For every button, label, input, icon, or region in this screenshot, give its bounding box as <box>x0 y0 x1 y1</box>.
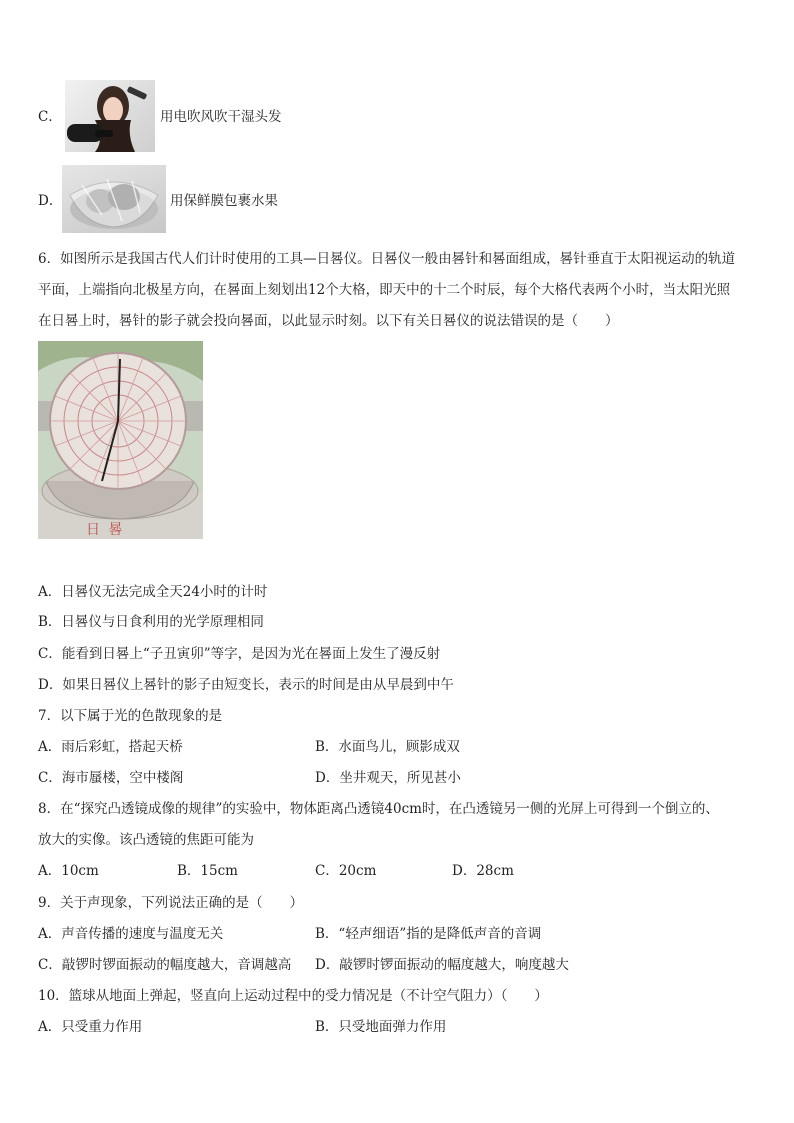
option-c-label: C． <box>38 109 62 125</box>
q8-option-d: D．28cm <box>452 863 514 879</box>
q6-option-c: C．能看到日晷上“子丑寅卯”等字，是因为光在晷面上发生了漫反射 <box>38 646 441 662</box>
q6-stem-line-2: 平面，上端指向北极星方向，在晷面上刻划出12个大格，即天中的十二个时辰，每个大格代表两个小时，当太阳光照 <box>38 282 731 298</box>
q9-option-a: A．声音传播的速度与温度无关 <box>38 926 224 942</box>
option-d-caption: 用保鲜膜包裹水果 <box>170 193 278 209</box>
q10-option-b: B．只受地面弹力作用 <box>315 1019 447 1035</box>
q8-stem-line-1: 8．在“探究凸透镜成像的规律”的实验中，物体距离凸透镜40cm时，在凸透镜另一侧的光屏上可得到一个倒立的、 <box>38 801 719 817</box>
sundial-caption: 日 晷 <box>86 522 125 538</box>
q8-stem-line-2: 放大的实像。该凸透镜的焦距可能为 <box>38 832 254 848</box>
hair-dryer-photo <box>65 80 155 152</box>
option-d-label: D． <box>38 193 63 209</box>
q8-option-c: C．20cm <box>315 863 377 879</box>
option-c-caption: 用电吹风吹干湿头发 <box>160 109 282 125</box>
q6-option-d: D．如果日晷仪上晷针的影子由短变长，表示的时间是由从早晨到中午 <box>38 677 454 693</box>
q9-stem: 9．关于声现象，下列说法正确的是（ ） <box>38 895 304 911</box>
q9-option-b: B．“轻声细语”指的是降低声音的音调 <box>315 926 542 942</box>
q6-option-b: B．日晷仪与日食利用的光学原理相同 <box>38 614 264 630</box>
q7-stem: 7．以下属于光的色散现象的是 <box>38 708 223 724</box>
q6-stem-line-3: 在日晷上时，晷针的影子就会投向晷面，以此显示时刻。以下有关日晷仪的说法错误的是（ ） <box>38 313 619 329</box>
q9-option-c: C．敲锣时锣面振动的幅度越大，音调越高 <box>38 957 292 973</box>
q10-option-a: A．只受重力作用 <box>38 1019 143 1035</box>
sundial-photo <box>38 341 203 539</box>
q6-stem-line-1: 6．如图所示是我国古代人们计时使用的工具—日晷仪。日晷仪一般由晷针和晷面组成，晷针垂直于太阳视运动的轨道 <box>38 251 736 267</box>
q9-option-d: D．敲锣时锣面振动的幅度越大，响度越大 <box>315 957 569 973</box>
q10-stem: 10．篮球从地面上弹起，竖直向上运动过程中的受力情况是（不计空气阻力）（ ） <box>38 988 548 1004</box>
wrapped-fruit-photo <box>62 165 166 233</box>
q6-option-a: A．日晷仪无法完成全天24小时的计时 <box>38 584 268 600</box>
q7-option-a: A．雨后彩虹，搭起天桥 <box>38 739 183 755</box>
q8-option-b: B．15cm <box>177 863 238 879</box>
q7-option-d: D．坐井观天，所见甚小 <box>315 770 461 786</box>
q7-option-b: B．水面鸟儿，顾影成双 <box>315 739 460 755</box>
q8-option-a: A．10cm <box>38 863 99 879</box>
q7-option-c: C．海市蜃楼，空中楼阁 <box>38 770 184 786</box>
